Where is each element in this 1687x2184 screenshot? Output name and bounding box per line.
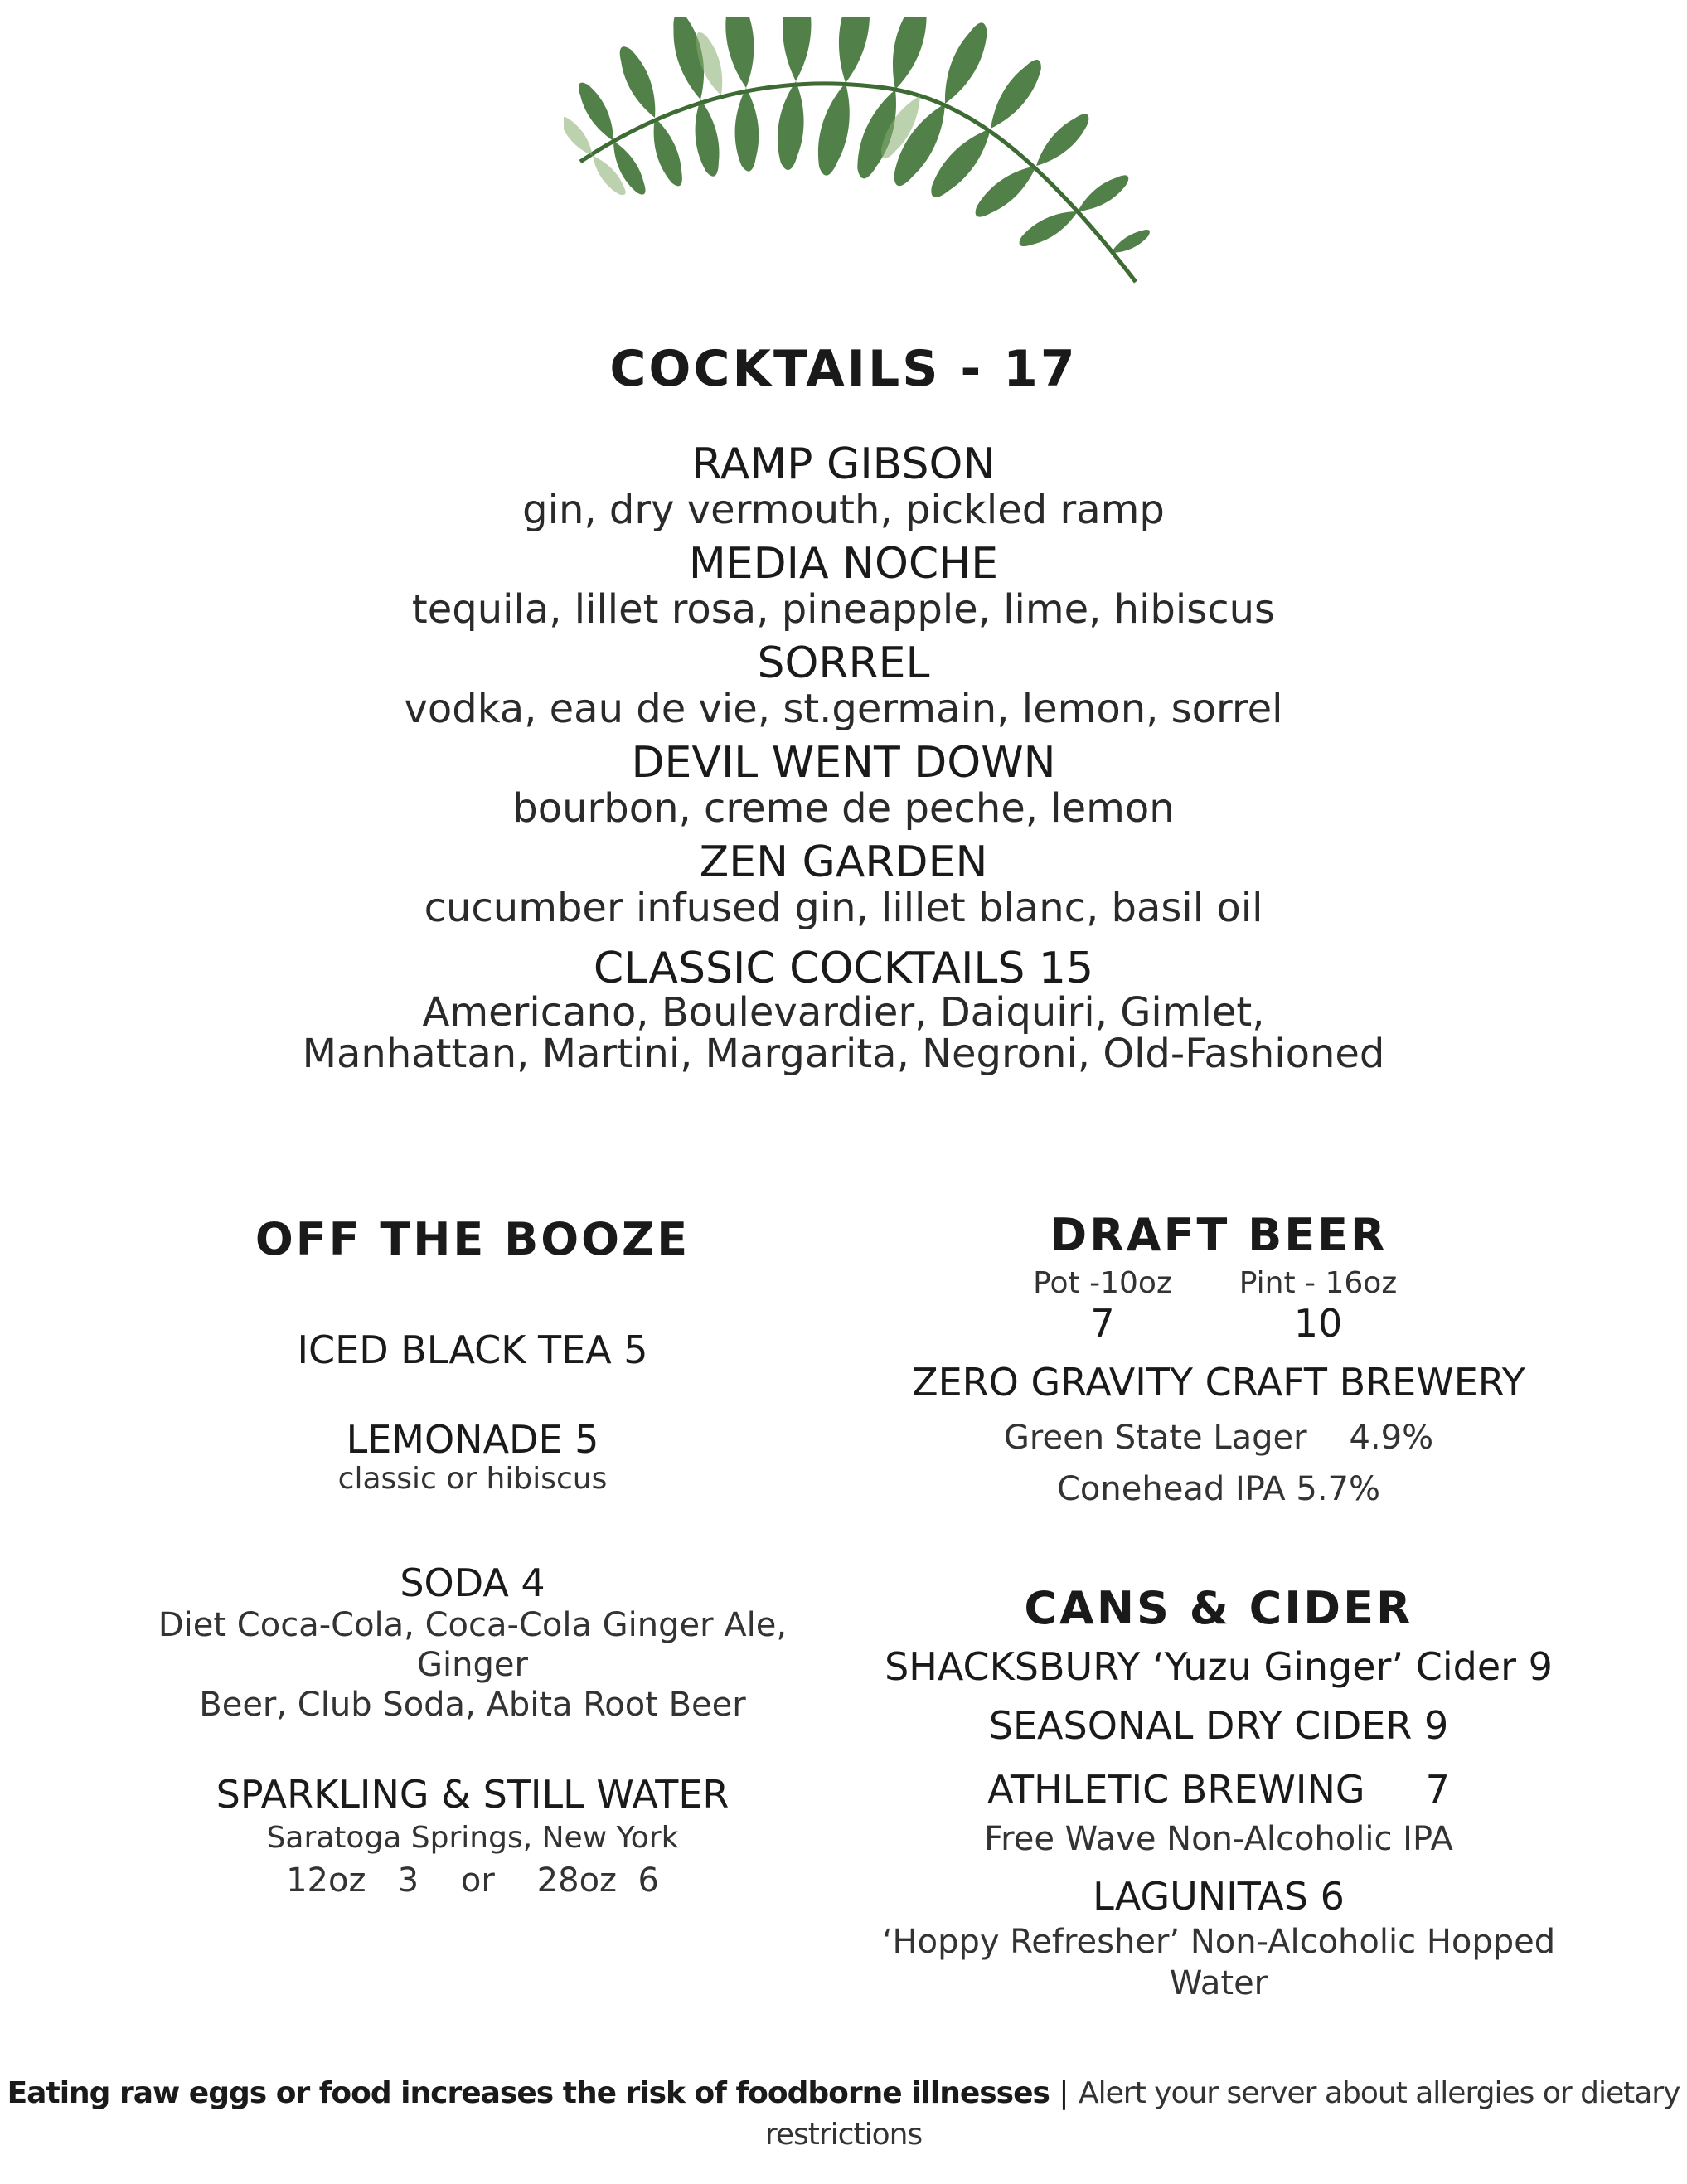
cocktail-desc: tequila, lillet rosa, pineapple, lime, hibiscus <box>411 586 1276 633</box>
cocktail-item <box>0 439 1687 539</box>
classic-cocktails-line-2: Manhattan, Martini, Margarita, Negroni, Old-Fashioned <box>302 1031 1385 1077</box>
footer-notice <box>0 2073 1687 2156</box>
draft-beer-heading: DRAFT BEER <box>1050 1209 1388 1261</box>
cocktail-name: ZEN GARDEN <box>699 837 988 887</box>
cans-item-2: SEASONAL DRY CIDER 9 <box>988 1703 1449 1748</box>
cocktails-heading: COCKTAILS - 17 <box>609 340 1078 398</box>
cocktail-name: MEDIA NOCHE <box>688 539 999 589</box>
classic-cocktails <box>0 945 1687 1075</box>
cans-item-4-desc: ‘Hoppy Refresher’ Non-Alcoholic Hopped Water <box>881 1923 1556 2002</box>
pint-price: 10 <box>1293 1301 1343 1346</box>
cocktail-desc: cucumber infused gin, lillet blanc, basil oil <box>424 885 1263 931</box>
footer-separator: | <box>1059 2076 1069 2110</box>
cocktail-list <box>0 439 1687 1075</box>
cocktail-item <box>0 638 1687 738</box>
pot-label: Pot -10oz <box>1033 1266 1172 1300</box>
classic-cocktails-title: CLASSIC COCKTAILS 15 <box>593 944 1094 993</box>
cans-item-3: ATHLETIC BREWING 7 <box>987 1767 1450 1812</box>
brewery-name: ZERO GRAVITY CRAFT BREWERY <box>912 1360 1525 1405</box>
cans-item-4: LAGUNITAS 6 <box>1093 1874 1345 1919</box>
cocktail-name: DEVIL WENT DOWN <box>631 738 1056 788</box>
cocktail-desc: vodka, eau de vie, st.germain, lemon, sorrel <box>404 686 1283 732</box>
pint-label: Pint - 16oz <box>1239 1266 1398 1300</box>
draft-beer-section <box>846 1206 1592 2004</box>
draft-sizes <box>846 1264 1592 1347</box>
water-item: SPARKLING & STILL WATER <box>216 1772 730 1817</box>
classic-cocktails-line-1: Americano, Boulevardier, Daiquiri, Gimlet, <box>422 989 1265 1036</box>
lemonade-desc: classic or hibiscus <box>337 1462 608 1496</box>
pot-price: 7 <box>1090 1301 1115 1346</box>
lemonade-item: LEMONADE 5 <box>346 1417 599 1462</box>
water-sizes: 12oz 3 or 28oz 6 <box>286 1861 659 1900</box>
cocktail-name: SORREL <box>757 638 930 688</box>
cocktail-item <box>0 738 1687 837</box>
footer-light-text: Alert your server about allergies or dietary restrictions <box>764 2076 1680 2152</box>
soda-line-2: Beer, Club Soda, Abita Root Beer <box>199 1686 746 1724</box>
iced-tea-item: ICED BLACK TEA 5 <box>297 1327 648 1372</box>
beer-1: Green State Lager 4.9% <box>1003 1419 1434 1457</box>
beer-2: Conehead IPA 5.7% <box>1057 1470 1380 1508</box>
water-origin: Saratoga Springs, New York <box>266 1821 679 1855</box>
cans-item-3-desc: Free Wave Non-Alcoholic IPA <box>984 1820 1453 1858</box>
soda-item: SODA 4 <box>400 1560 545 1605</box>
cocktail-name: RAMP GIBSON <box>691 439 996 489</box>
fern-illustration <box>564 17 1177 323</box>
cocktail-desc: gin, dry vermouth, pickled ramp <box>522 487 1165 533</box>
cocktail-item <box>0 837 1687 945</box>
cocktail-item <box>0 539 1687 638</box>
off-the-booze-section <box>99 1211 846 1902</box>
off-the-booze-heading: OFF THE BOOZE <box>255 1213 691 1265</box>
cocktail-desc: bourbon, creme de peche, lemon <box>512 785 1175 832</box>
footer-bold-text: Eating raw eggs or food increases the risk of foodborne illnesses <box>7 2076 1050 2110</box>
soda-line-1: Diet Coca-Cola, Coca-Cola Ginger Ale, Ginger <box>158 1606 788 1684</box>
cans-cider-heading: CANS & CIDER <box>1024 1582 1413 1634</box>
cans-item-1: SHACKSBURY ‘Yuzu Ginger’ Cider 9 <box>885 1644 1553 1689</box>
